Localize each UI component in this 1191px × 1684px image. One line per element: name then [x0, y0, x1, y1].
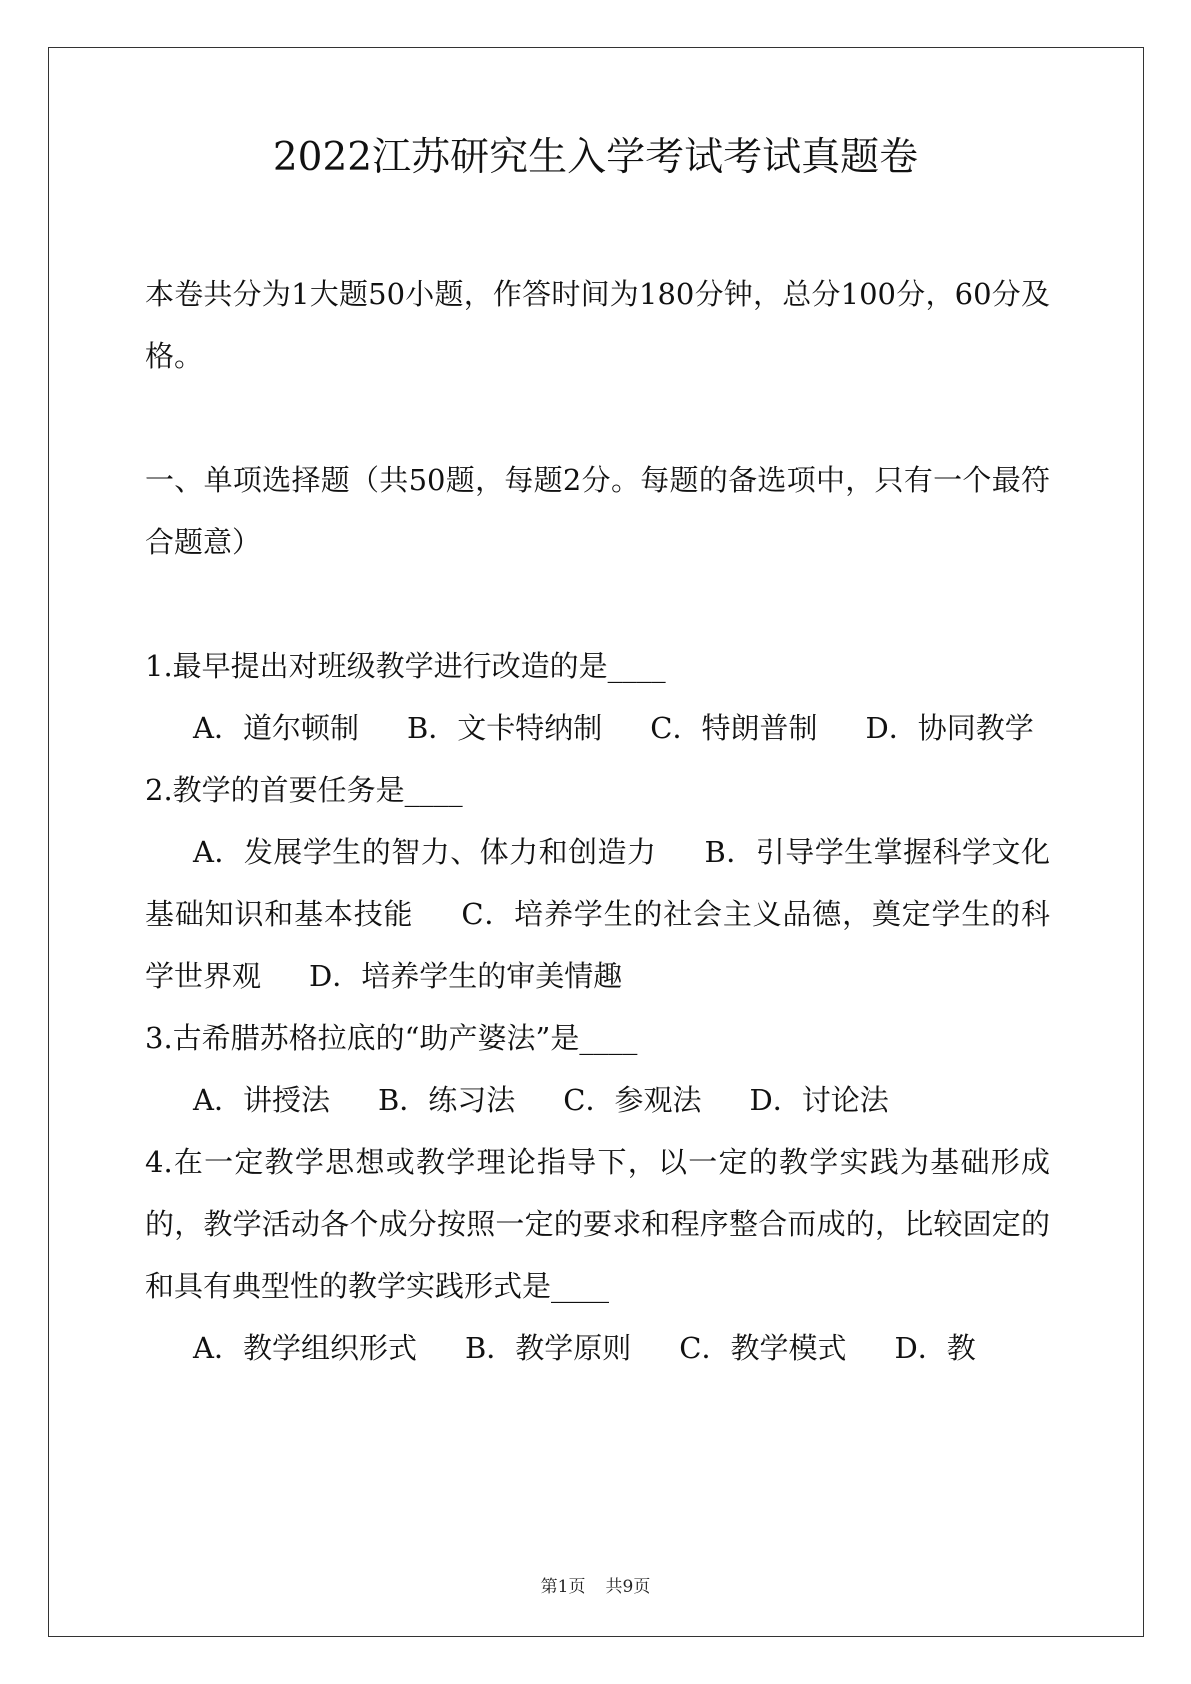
question-1: [145, 635, 1050, 759]
option-a: A．发展学生的智力、体力和创造力: [193, 835, 657, 869]
question-options: [145, 1069, 1050, 1131]
question-options: [145, 1317, 1050, 1379]
section-heading: 一、单项选择题（共50题，每题2分。每题的备选项中，只有一个最符合题意）: [145, 463, 1050, 559]
question-3: [145, 1007, 1050, 1131]
option-a: A．道尔顿制: [193, 711, 359, 745]
option-d: D．培养学生的审美情趣: [309, 959, 623, 993]
option-c: C．参观法: [563, 1083, 702, 1117]
option-b: B．教学原则: [464, 1331, 632, 1365]
option-c: C．特朗普制: [650, 711, 818, 745]
option-c: C．培养学生的社会主义品德，奠定学生的科学世界观: [145, 897, 1050, 993]
question-stem: 3.古希腊苏格拉底的“助产婆法”是____: [145, 1021, 638, 1055]
page-number: 第1页: [540, 1577, 586, 1597]
option-b: B．练习法: [377, 1083, 516, 1117]
option-d: D．讨论法: [749, 1083, 889, 1117]
document-body: [145, 263, 1050, 1379]
page-total: 共9页: [605, 1577, 651, 1597]
question-2: [145, 759, 1050, 1007]
option-b: B．文卡特纳制: [406, 711, 603, 745]
question-options: [145, 821, 1050, 1007]
option-d: D．教: [894, 1331, 976, 1365]
option-a: A．讲授法: [193, 1083, 330, 1117]
option-a: A．教学组织形式: [193, 1331, 417, 1365]
option-d: D．协同教学: [865, 711, 1034, 745]
exam-intro: 本卷共分为1大题50小题，作答时间为180分钟，总分100分，60分及格。: [145, 277, 1050, 373]
page-footer: [0, 1572, 1191, 1597]
question-4: [145, 1131, 1050, 1379]
question-stem: 2.教学的首要任务是____: [145, 773, 463, 807]
option-b: B．引导学生掌握科学文化基础知识和基本技能: [145, 835, 1050, 931]
document-title: 2022江苏研究生入学考试考试真题卷: [272, 135, 919, 180]
question-stem: 1.最早提出对班级教学进行改造的是____: [145, 649, 666, 683]
question-stem: 4.在一定教学思想或教学理论指导下，以一定的教学实践为基础形成的，教学活动各个成分按照一定的要求和程序整合而成的，比较固定的和具有典型性的教学实践形式是____: [145, 1145, 1050, 1303]
question-options: [145, 697, 1050, 759]
option-c: C．教学模式: [679, 1331, 847, 1365]
